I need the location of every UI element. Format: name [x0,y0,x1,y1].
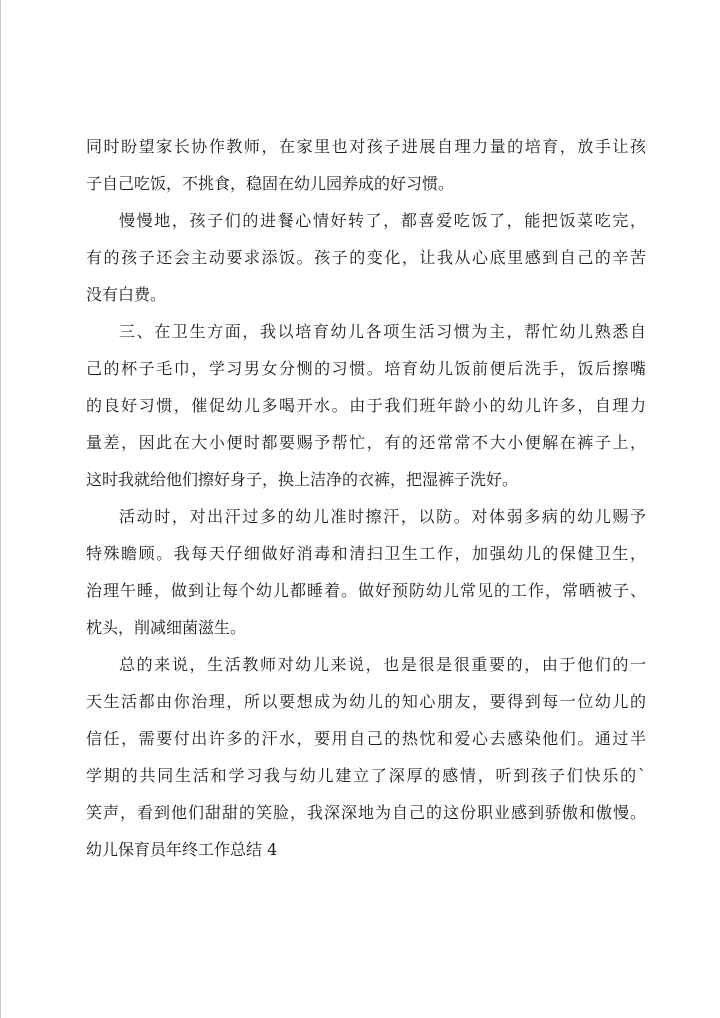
text-line: 活动时，对出汗过多的幼儿准时擦汗，以防。对体弱多病的幼儿赐予 [119,507,646,526]
paragraph-3 [86,313,646,498]
section-heading [86,831,646,868]
heading-text: 幼儿保育员年终工作总结 4 [86,840,278,859]
text-line: 这时我就给他们擦好身子，换上洁净的衣裤，把湿裤子洗好。 [86,470,519,489]
text-line: 子自己吃饭，不挑食，稳固在幼儿园养成的好习惯。 [86,174,455,193]
text-line: 己的杯子毛巾，学习男女分恻的习惯。培育幼儿饭前便后洗手，饭后擦嘴 [86,359,646,378]
text-line: 笑声，看到他们甜甜的笑脸，我深深地为自己的这份职业感到骄傲和傲慢。 [86,803,646,822]
paragraph-1 [86,128,646,202]
text-line: 同时盼望家长协作教师，在家里也对孩子进展自理力量的培育，放手让孩 [86,137,646,156]
page-edge [0,0,1,1018]
document-body [86,128,646,868]
text-line: 天生活都由你治理，所以要想成为幼儿的知心朋友，要得到每一位幼儿的 [86,692,646,711]
text-line: 没有白费。 [86,285,167,304]
paragraph-2 [86,202,646,313]
paragraph-5 [86,646,646,831]
text-line: 特殊瞻顾。我每天仔细做好消毒和清扫卫生工作，加强幼儿的保健卫生， [86,544,646,563]
text-line: 枕头，削减细菌滋生。 [86,618,247,637]
text-line: 有的孩子还会主动要求添饭。孩子的变化，让我从心底里感到自己的辛苦 [86,248,646,267]
text-line: 量差，因此在大小便时都要赐予帮忙，有的还常常不大小便解在裤子上， [86,433,646,452]
text-line: 信任，需要付出许多的汗水，要用自己的热忱和爱心去感染他们。通过半 [86,729,646,748]
text-line: 学期的共同生活和学习我与幼儿建立了深厚的感情，听到孩子们快乐的` [86,766,646,785]
text-line: 治理午睡，做到让每个幼儿都睡着。做好预防幼儿常见的工作，常晒被子、 [86,581,646,600]
text-line: 慢慢地，孩子们的进餐心情好转了，都喜爱吃饭了，能把饭菜吃完， [119,211,646,230]
text-line: 的良好习惯，催促幼儿多喝开水。由于我们班年龄小的幼儿许多，自理力 [86,396,646,415]
text-line: 三、在卫生方面，我以培育幼儿各项生活习惯为主，帮忙幼儿熟悉自 [119,322,646,341]
paragraph-4 [86,498,646,646]
text-line: 总的来说，生活教师对幼儿来说，也是很是很重要的，由于他们的一 [119,655,646,674]
